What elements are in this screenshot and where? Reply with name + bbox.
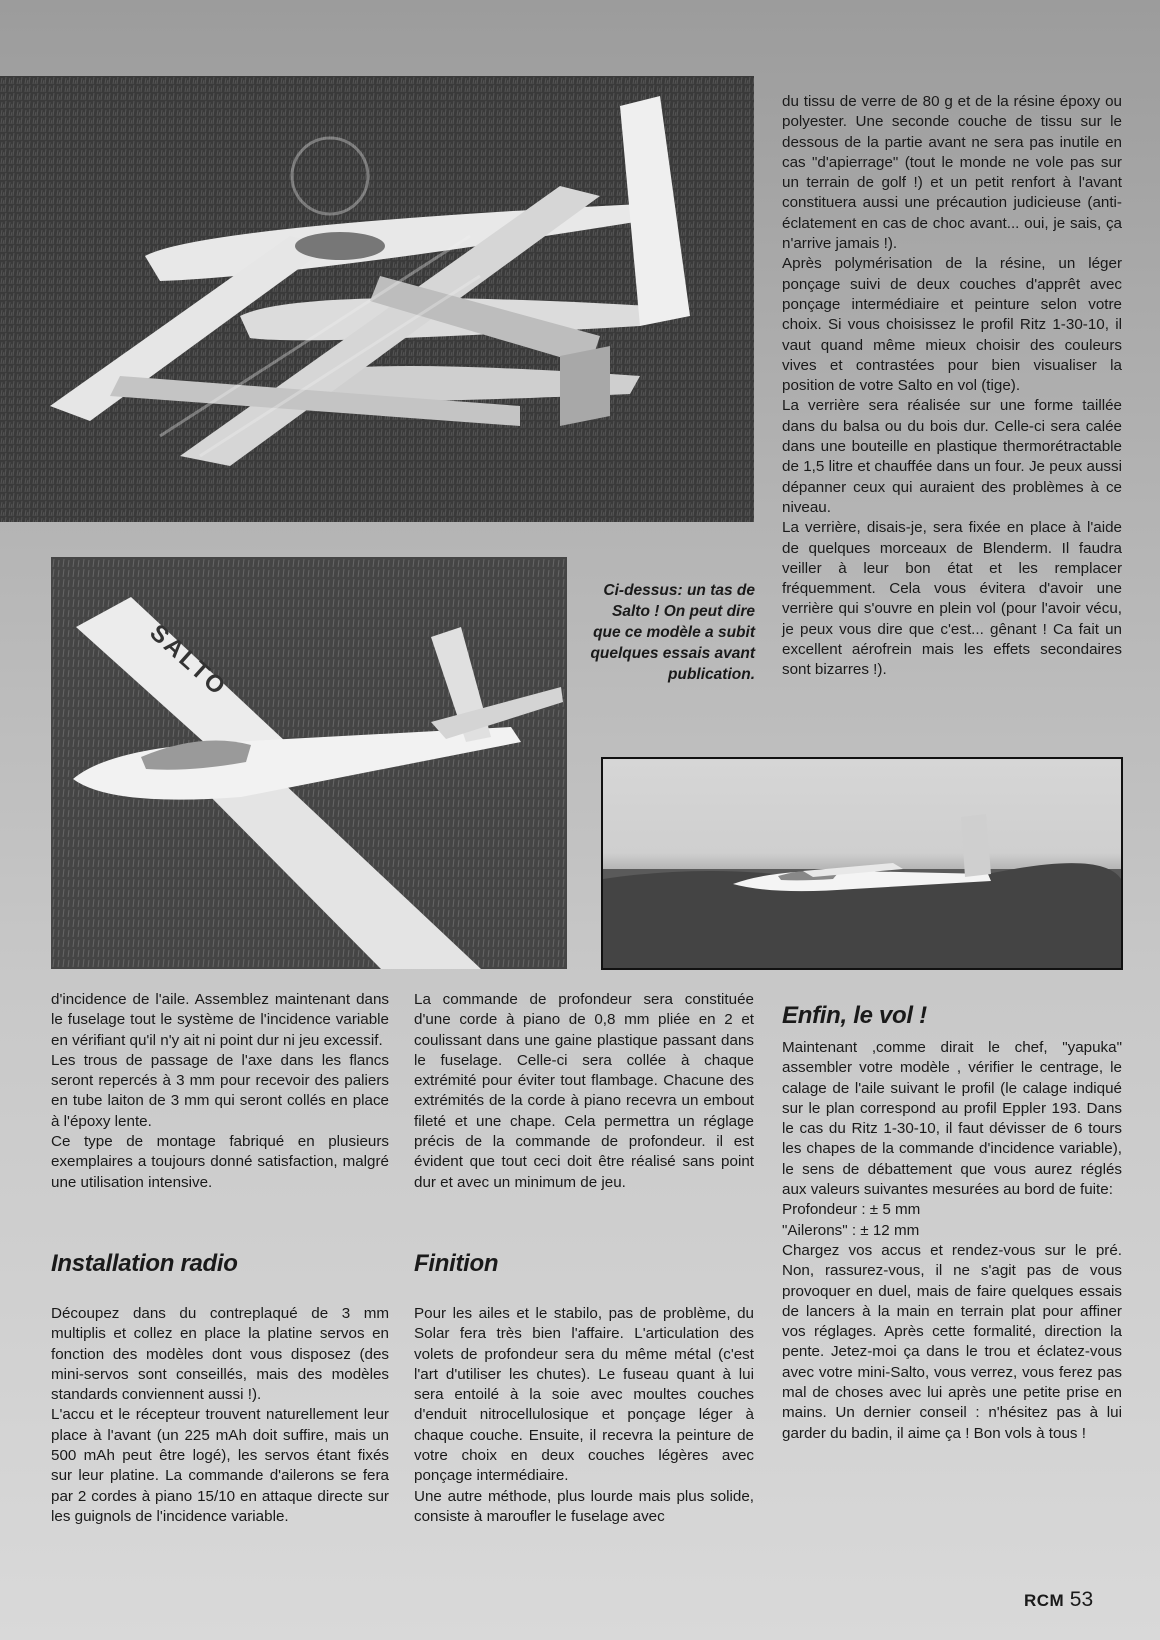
heading-installation-radio: Installation radio [51,1250,238,1277]
glider-pile-illustration [0,76,754,522]
heading-enfin-le-vol: Enfin, le vol ! [782,1002,927,1029]
photo-salto-in-flight [601,757,1123,970]
text-column-1 [51,990,389,1193]
page-number: 53 [1069,1588,1094,1611]
text-column-1-installation [51,1304,389,1527]
heading-finition: Finition [414,1250,499,1277]
paragraph: d'incidence de l'aile. Assemblez maintenant dans le fuselage tout le système de l'incidence variable en vérifiant qu'il n'y ait ni point dur ni jeu excessif. [51,991,389,1049]
paragraph: Pour les ailes et le stabilo, pas de problème, du Solar fera très bien l'affaire. L'articulation des volets de profondeur sera du même métal (c'est l'art d'utiliser les chutes). Le fuseau quant à lui sera entoilé à la soie avec moultes couches d'enduit nitrocellulosique et ponçage léger à chaque couche. Ensuite, il recevra la peinture de votre choix en deux couches légères avec ponçage intermédiaire. [414,1305,754,1485]
paragraph: Découpez dans du contreplaqué de 3 mm multiplis et collez en place la platine servos en fonction des modèles dont vous disposez (des mini-servos sont conseillés, mais des modèles standards conviennent aussi !). [51,1305,389,1404]
paragraph: Chargez vos accus et rendez-vous sur le pré. Non, rassurez-vous, il ne s'agit pas de vous provoquer en duel, mais de faire quelques essais de lancers à la main en terrain plat pour affiner vos réglages. Après cette formalité, direction la pente. Jetez-moi ça dans le trou et éclatez-vous avec votre mini-Salto, vous verrez, vous ferez pas mal de choses avec lui après une petite prise en mains. Un dernier conseil : n'hésitez pas à lui garder du badin, il aime ça ! Bon vols à tous ! [782,1241,1122,1442]
paragraph: Une autre méthode, plus lourde mais plus solide, consiste à maroufler le fuselage avec [414,1487,754,1525]
paragraph: du tissu de verre de 80 g et de la résine époxy ou polyester. Une seconde couche de tissu sur le dessous de la partie avant ne sera pas inutile en cas "d'apierrage" (tout le monde ne vole pas sur un terrain de golf !) et un petit renfort à l'avant constituera aussi une précaution judicieuse (anti-éclatement en cas de choc avant... oui, je sais, ça n'arrive jamais !). [782,93,1122,253]
photo-salto-pile [0,76,754,522]
settings-line-ailerons: "Ailerons" : ± 12 mm [782,1221,920,1239]
paragraph: L'accu et le récepteur trouvent naturellement leur place à l'avant (un 225 mAh doit suffire, mais un 500 mAh peut être logé), les servos étant fixés sur leur platine. La commande d'ailerons se fera par 2 cordes à piano 15/10 en attaque directe sur les guignols de l'incidence variable. [51,1406,389,1525]
paragraph: Les trous de passage de l'axe dans les flancs seront repercés à 3 mm pour recevoir des paliers en tube laiton de 3 mm qui seront collés en place à l'époxy lente. [51,1051,389,1130]
fuselage-lettering: SALTO [144,619,233,703]
text-column-3 [782,1038,1122,1444]
glider-closeup-illustration [51,557,567,969]
text-column-top-right [782,92,1122,681]
photo-caption: Ci-dessus: un tas de Salto ! On peut dire que ce modèle a subit quelques essais avant publication. [590,582,755,683]
paragraph: Après polymérisation de la résine, un léger ponçage suivi de deux couches d'apprêt avec ponçage intermédiaire et peinture selon votre choix. Si vous choisissez le profil Ritz 1-30-10, il vaut quand même mieux choisir des couleurs vives et contrastées pour bien visualiser la position de votre Salto en vol (tige). [782,255,1122,395]
glider-flight-illustration [603,759,1121,968]
paragraph: Maintenant ,comme dirait le chef, "yapuka" assembler votre modèle , vérifier le centrage, le calage de l'aile suivant le profil (le calage indiqué sur le plan correspond au profil Eppler 193. Dans le cas du Ritz 1-30-10, il faut dévisser de 6 tours les chapes de la commande d'incidence variable), le sens de débattement que vous aurez réglés aux valeurs suivantes mesurées au bord de fuite: [782,1039,1122,1199]
paragraph: La commande de profondeur sera constituée d'une corde à piano de 0,8 mm pliée en 2 et coulissant dans une gaine plastique passant dans le fuselage. Celle-ci sera collée à chaque extrémité pour éviter tout flambage. Chacune des extrémités de la corde à piano recevra un embout fileté et une chape. Cela permettra un réglage précis de la commande de profondeur. il est évident que tout ceci doit être réalisé sans point dur et avec un minimum de jeu. [414,991,754,1191]
page-footer [1024,1588,1093,1612]
text-column-2-finition [414,1304,754,1527]
magazine-brand: RCM [1024,1591,1065,1610]
settings-line-profondeur: Profondeur : ± 5 mm [782,1201,921,1219]
paragraph: La verrière sera réalisée sur une forme taillée dans du balsa ou du bois dur. Celle-ci sera calée dans une bouteille en plastique thermorétractable de 1,5 litre et chauffée dans un four. Je peux aussi dépanner ceux qui auraient des problèmes à ce niveau. [782,397,1122,516]
paragraph: La verrière, disais-je, sera fixée en place à l'aide de quelques morceaux de Blenderm. Il faudra veiller à leur bon état et les remplacer fréquemment. Cela vous évitera d'avoir une verrière qui s'ouvre en plein vol (pour l'avoir vécu, je peux vous dire que c'est... gênant ! Ca fait un excellent aérofrein mais les effets secondaires sont bizarres !). [782,519,1122,679]
photo-salto-closeup [51,557,567,969]
text-column-2 [414,990,754,1193]
paragraph: Ce type de montage fabriqué en plusieurs exemplaires a toujours donné satisfaction, malgré une utilisation intensive. [51,1133,389,1191]
